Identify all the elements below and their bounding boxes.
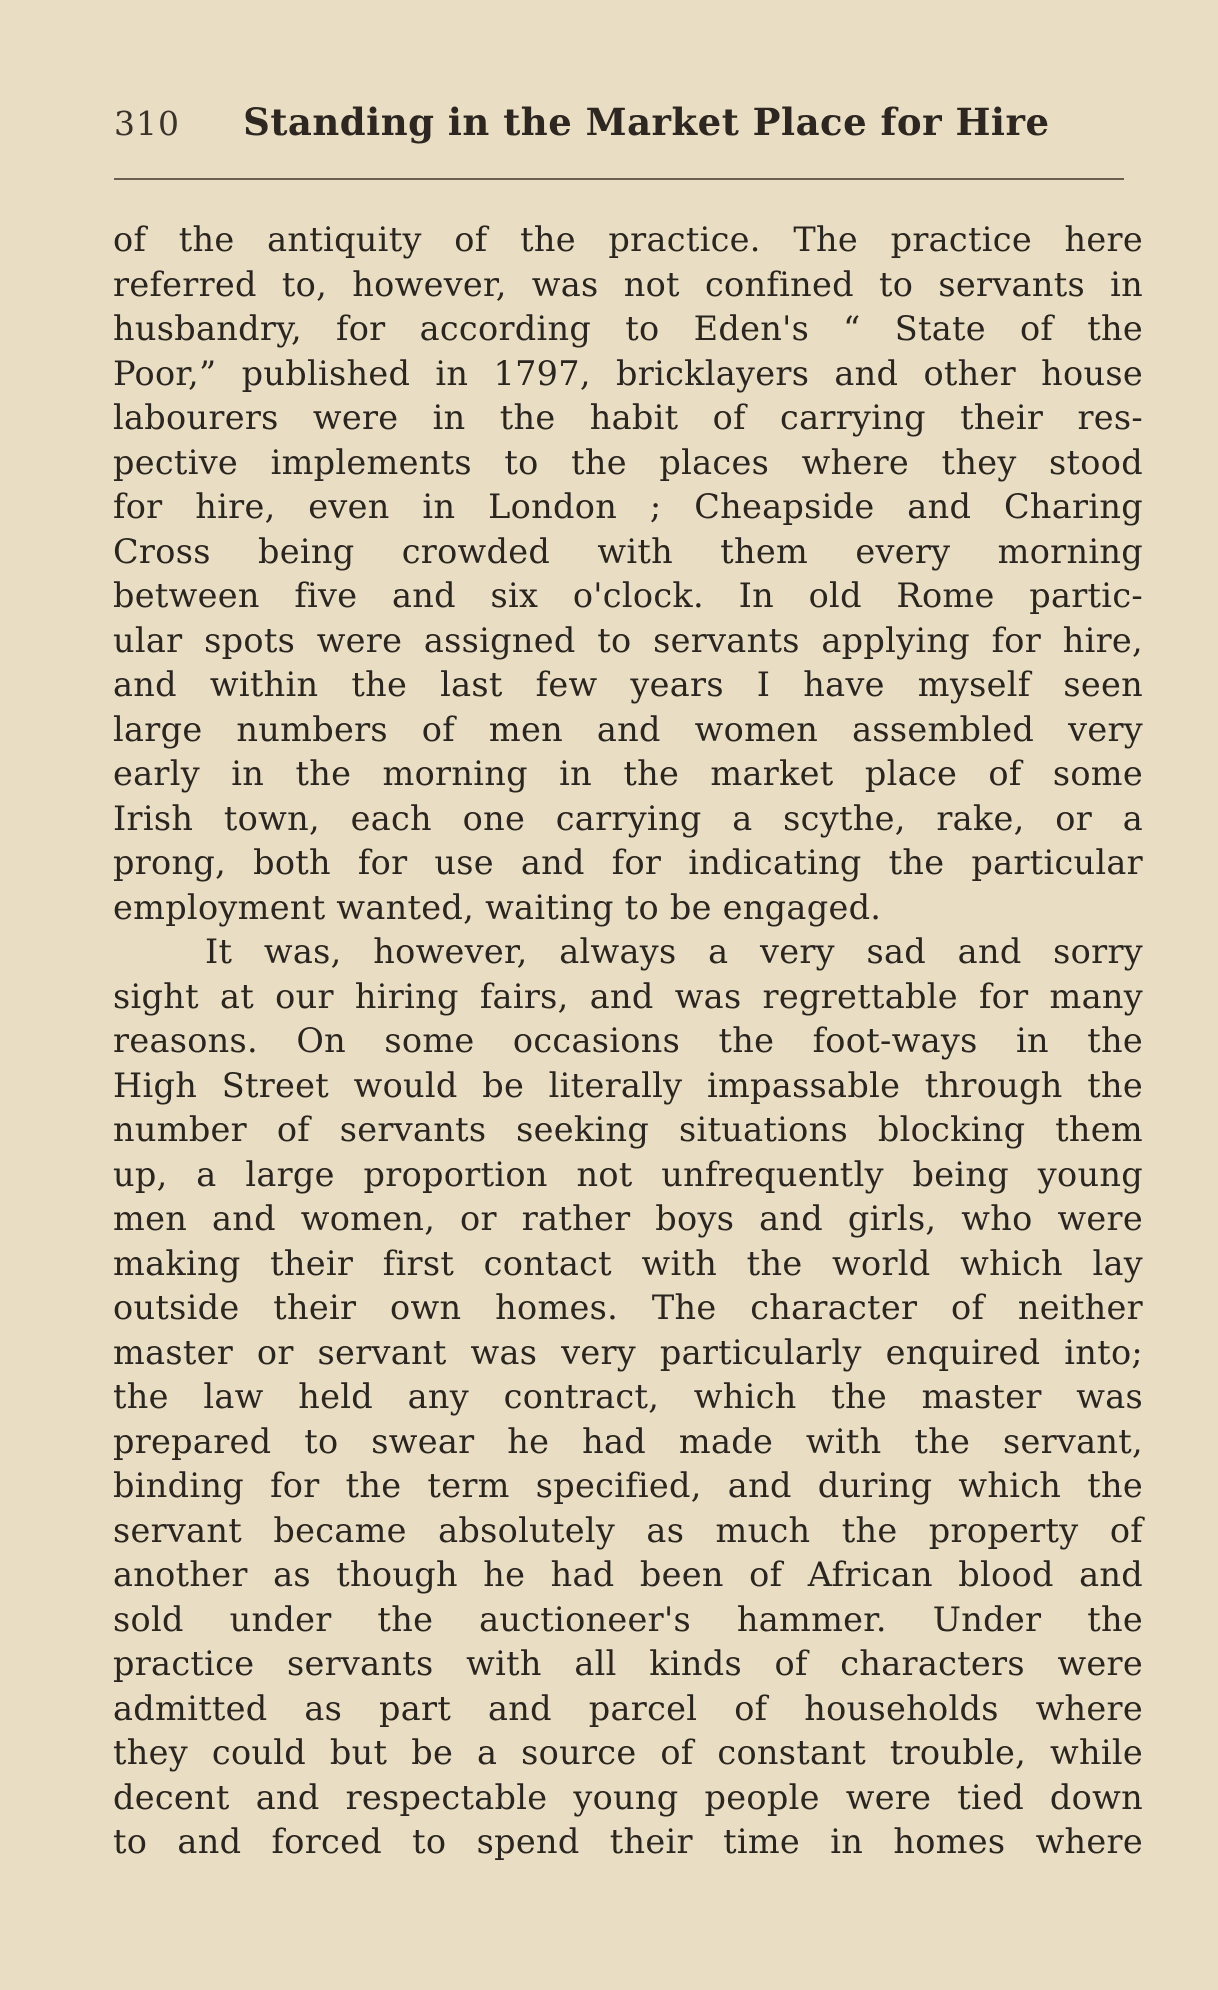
text-line: practice servants with all kinds of characters were xyxy=(113,1644,1143,1683)
text-line: for hire, even in London ; Cheapside and Charing xyxy=(113,487,1143,526)
text-line: prepared to swear he had made with the servant, xyxy=(113,1421,1143,1461)
text-line: binding for the term specified, and during which the xyxy=(113,1466,1143,1505)
text-line: making their first contact with the world which lay xyxy=(113,1243,1143,1283)
text-line: between five and six o'clock. In old Rome partic- xyxy=(113,576,1143,615)
text-line: decent and respectable young people were tied down xyxy=(113,1777,1143,1817)
text-line: High Street would be literally impassable through the xyxy=(113,1065,1143,1105)
header-rule xyxy=(114,178,1124,180)
text-line: Cross being crowded with them every morning xyxy=(113,531,1143,571)
text-line: referred to, however, was not confined to servants in xyxy=(113,264,1143,304)
text-line: of the antiquity of the practice. The practice here xyxy=(113,220,1143,259)
text-line: Poor,” published in 1797, bricklayers and other house xyxy=(113,353,1143,393)
text-line: Irish town, each one carrying a scythe, rake, or a xyxy=(113,798,1143,838)
text-line: early in the morning in the market place of some xyxy=(113,754,1143,793)
text-line: pective implements to the places where they stood xyxy=(113,442,1143,482)
text-line: admitted as part and parcel of households where xyxy=(113,1688,1143,1728)
text-line: sight at our hiring fairs, and was regrettable for many xyxy=(113,976,1143,1016)
text-line: servant became absolutely as much the property of xyxy=(113,1510,1143,1550)
text-line: to and forced to spend their time in homes where xyxy=(113,1822,1143,1861)
body-text xyxy=(113,218,1143,1865)
text-line: they could but be a source of constant trouble, while xyxy=(113,1733,1143,1772)
page-number: 310 xyxy=(114,104,180,143)
text-line: prong, both for use and for indicating the particular xyxy=(113,843,1143,882)
text-line: sold under the auctioneer's hammer. Under the xyxy=(113,1599,1143,1639)
text-line: the law held any contract, which the master was xyxy=(113,1377,1143,1416)
text-line: husbandry, for according to Eden's “ State of the xyxy=(113,309,1143,348)
text-line: outside their own homes. The character of neither xyxy=(113,1288,1143,1327)
text-line: ular spots were assigned to servants applying for hire, xyxy=(113,620,1143,660)
running-head xyxy=(114,100,1114,160)
text-line: labourers were in the habit of carrying their res- xyxy=(113,398,1143,437)
text-line: large numbers of men and women assembled very xyxy=(113,709,1143,749)
paragraph-end-line: employment wanted, waiting to be engaged. xyxy=(113,887,882,927)
text-line: another as though he had been of African blood and xyxy=(113,1555,1143,1594)
text-line: reasons. On some occasions the foot-ways in the xyxy=(113,1021,1143,1060)
text-line: men and women, or rather boys and girls, who were xyxy=(113,1199,1143,1238)
text-line: master or servant was very particularly enquired into; xyxy=(113,1332,1143,1372)
paragraph-start-line: It was, however, always a very sad and sorry xyxy=(205,932,1143,971)
running-title: Standing in the Market Place for Hire xyxy=(243,100,1050,144)
text-line: number of servants seeking situations blocking them xyxy=(113,1110,1143,1149)
text-line: and within the last few years I have myself seen xyxy=(113,665,1143,704)
text-line: up, a large proportion not unfrequently being young xyxy=(113,1154,1143,1194)
